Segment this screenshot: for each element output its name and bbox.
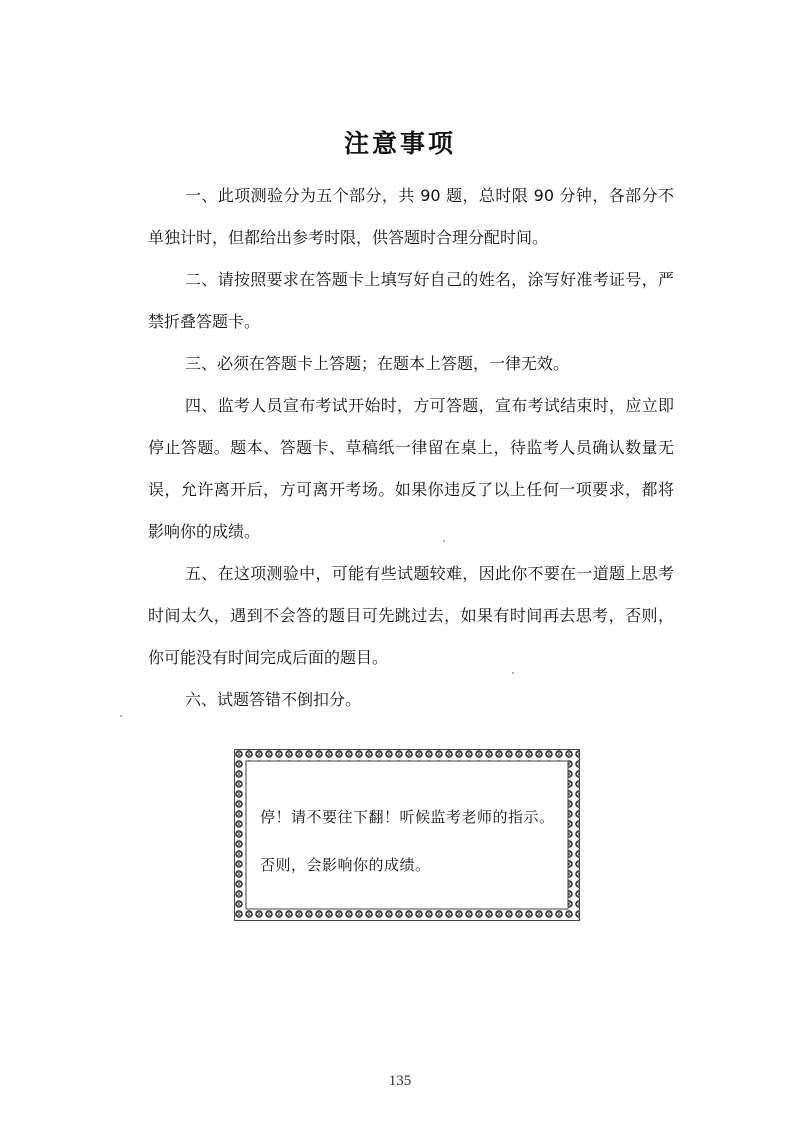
- scan-speck: [443, 540, 445, 542]
- instruction-paragraph-4: 四、监考人员宣布考试开始时，方可答题，宣布考试结束时，应立即停止答题。题本、答题卡、草稿纸一律留在桌上，待监考人员确认数量无误，允许离开后，方可离开考场。如果你违反了以上任何一项要求，都将影响你的成绩。: [148, 396, 674, 541]
- notice-line-1: 停！请不要往下翻！听候监考老师的指示。: [260, 808, 555, 826]
- scan-speck: [120, 715, 122, 717]
- stop-notice-box: [234, 749, 580, 921]
- scan-speck: [512, 672, 514, 674]
- instruction-paragraph-1: 一、此项测验分为五个部分，共 90 题，总时限 90 分钟，各部分不单独计时，但都给出参考时限，供答题时合理分配时间。: [148, 186, 674, 247]
- page-title: 注意事项: [343, 129, 456, 158]
- instruction-paragraph-5: 五、在这项测验中，可能有些试题较难，因此你不要在一道题上思考时间太久，遇到不会答的题目可先跳过去，如果有时间再去思考，否则，你可能没有时间完成后面的题目。: [148, 564, 674, 667]
- ornamental-border: [234, 749, 580, 921]
- instruction-paragraph-6: 六、试题答错不倒扣分。: [185, 690, 362, 709]
- instruction-paragraph-2: 二、请按照要求在答题卡上填写好自己的姓名，涂写好准考证号，严禁折叠答题卡。: [148, 270, 674, 331]
- page-number: 135: [388, 1073, 412, 1089]
- instruction-paragraph-3: 三、必须在答题卡上答题；在题本上答题，一律无效。: [185, 354, 570, 373]
- notice-line-2: 否则，会影响你的成绩。: [260, 856, 431, 874]
